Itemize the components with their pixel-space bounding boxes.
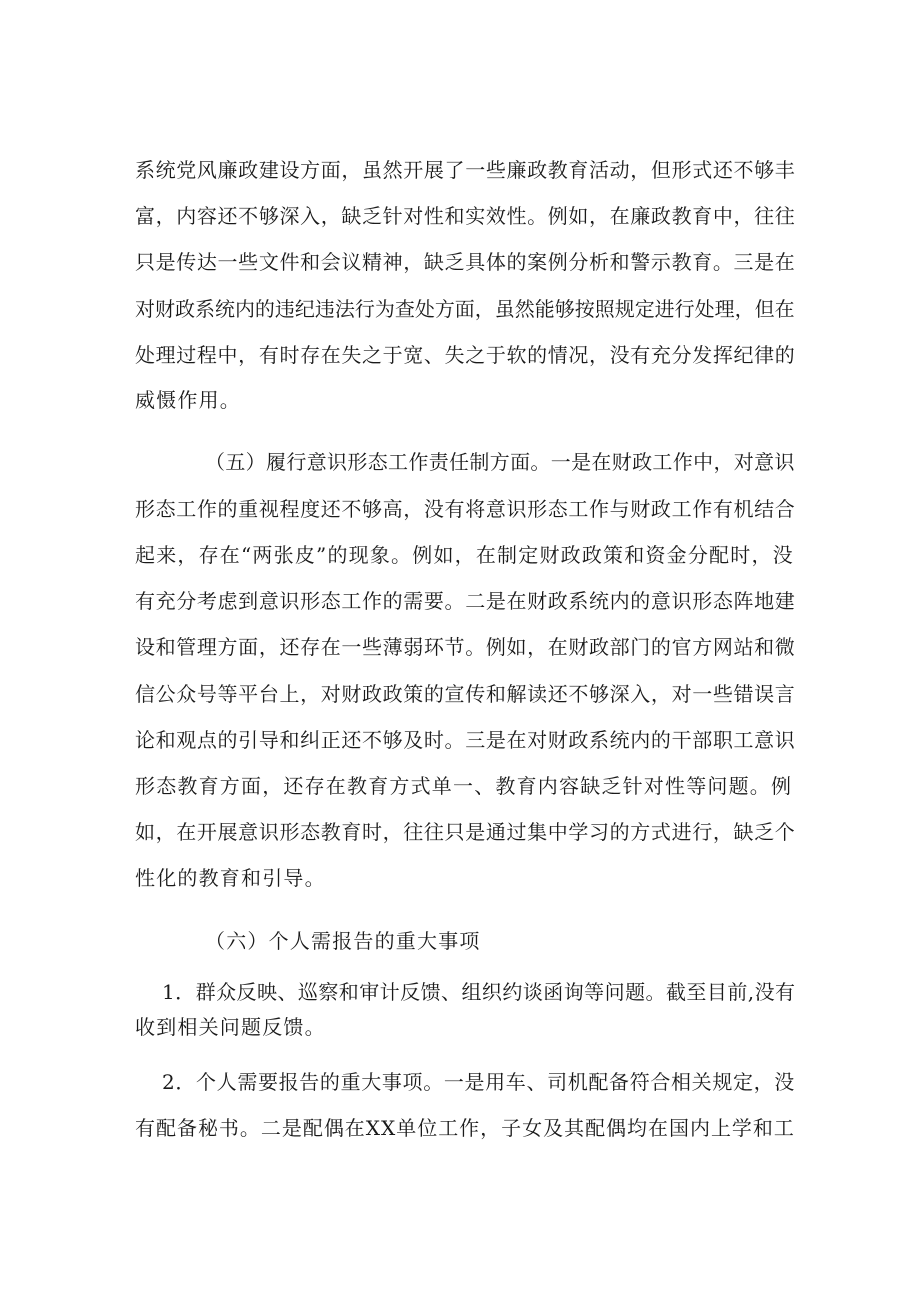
text-line: 收到相关问题反馈。 xyxy=(135,1015,326,1039)
text-line: 2．个人需要报告的重大事项。一是用车、司机配备符合相关规定，没 xyxy=(162,1070,795,1094)
text-line: 性化的教育和引导。 xyxy=(135,866,326,890)
section-heading-5: （五）履行意识形态工作责任制方面。一是在财政工作中，对意识 xyxy=(205,450,795,474)
text-line: 论和观点的引导和纠正还不够及时。三是在对财政系统内的干部职工意识 xyxy=(135,728,796,752)
text-line: 只是传达一些文件和会议精神，缺乏具体的案例分析和警示教育。三是在 xyxy=(135,250,796,274)
section-heading-6: （六）个人需报告的重大事项 xyxy=(205,929,481,953)
text-line: 富，内容还不够深入，缺乏针对性和实效性。例如，在廉政教育中，往往 xyxy=(135,204,796,228)
text-line: 威慑作用。 xyxy=(135,388,241,412)
text-line: 1．群众反映、巡察和审计反馈、组织约谈函询等问题。截至目前,没有 xyxy=(162,980,796,1004)
text-line: 形态工作的重视程度还不够高，没有将意识形态工作与财政工作有机结合 xyxy=(135,497,796,521)
text-line: 如，在开展意识形态教育时，往往只是通过集中学习的方式进行，缺乏个 xyxy=(135,820,796,844)
text-line: 系统党风廉政建设方面，虽然开展了一些廉政教育活动，但形式还不够丰 xyxy=(135,158,796,182)
text-line: 对财政系统内的违纪违法行为查处方面，虽然能够按照规定进行处理，但在 xyxy=(135,297,795,321)
text-line: 信公众号等平台上，对财政政策的宣传和解读还不够深入，对一些错误言 xyxy=(135,682,796,706)
text-line: 起来，存在“两张皮”的现象。例如，在制定财政政策和资金分配时，没 xyxy=(135,543,794,567)
text-line: 有充分考虑到意识形态工作的需要。二是在财政系统内的意识形态阵地建 xyxy=(135,589,796,613)
text-line: 设和管理方面，还存在一些薄弱环节。例如，在财政部门的官方网站和微 xyxy=(135,635,796,659)
text-line: 处理过程中，有时存在失之于宽、失之于软的情况，没有充分发挥纪律的 xyxy=(135,343,796,367)
text-line: 形态教育方面，还存在教育方式单一、教育内容缺乏针对性等问题。例 xyxy=(135,774,793,798)
text-line: 有配备秘书。二是配偶在XX单位工作，子女及其配偶均在国内上学和工 xyxy=(135,1116,795,1140)
